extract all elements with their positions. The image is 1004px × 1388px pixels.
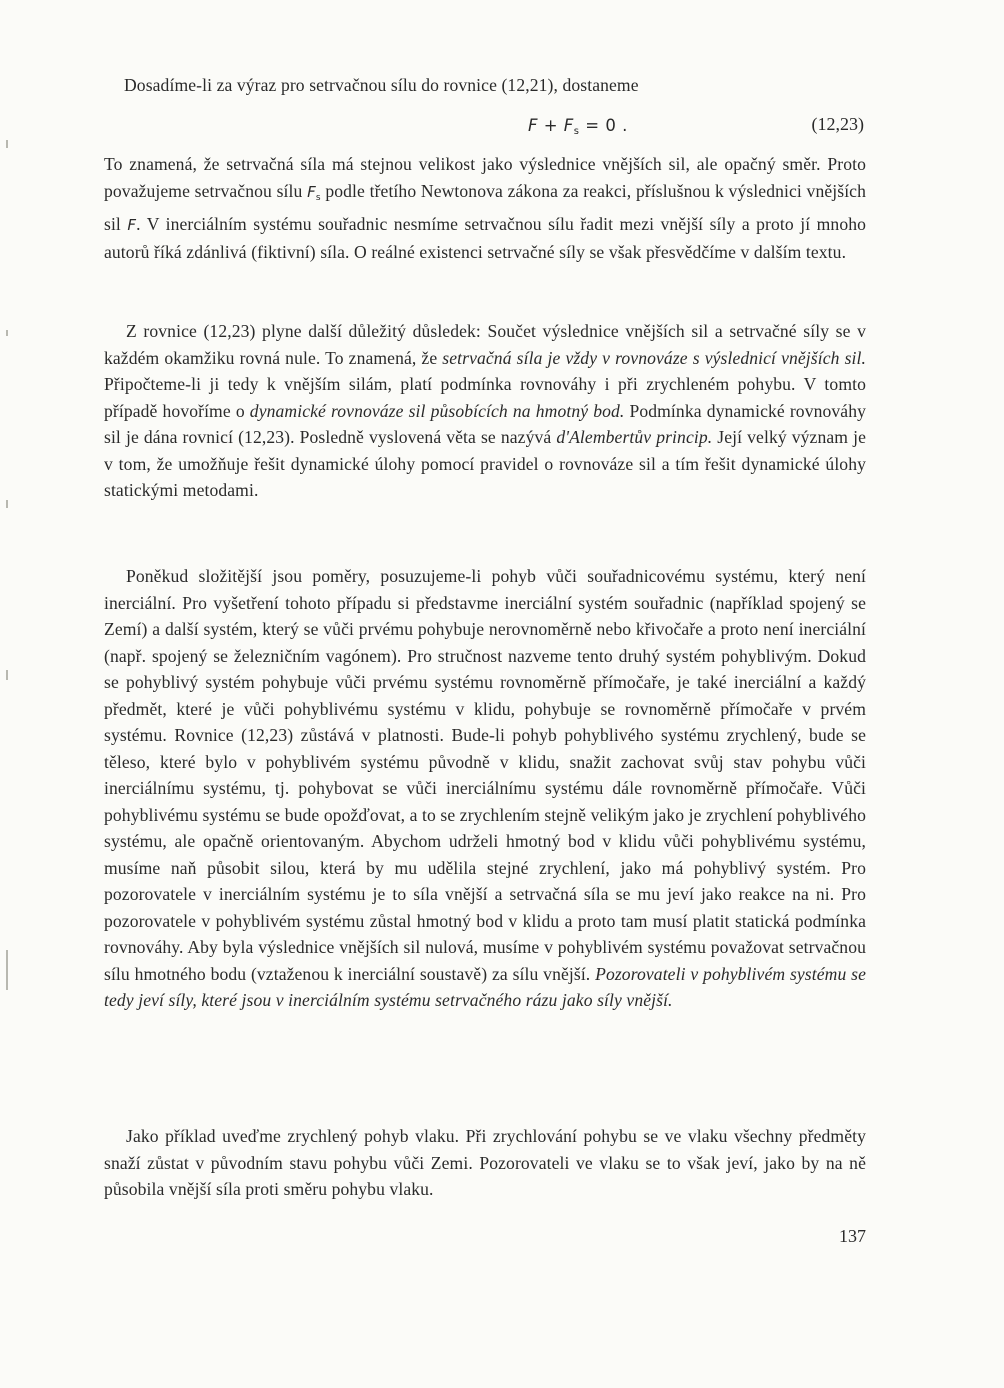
paragraph-1-text-a: To znamená, že setrvačná síla má stejnou velikost jako výslednice vnějších sil, ale opačný směr. Proto považujeme setrvačnou sílu (104, 154, 866, 201)
paragraph-3 (104, 563, 866, 1014)
equation-lhs: F + F (528, 116, 574, 135)
paragraph-2-emphasis-2: dynamické rovnováze sil působících na hmotný bod. (249, 400, 625, 421)
symbol-fs-subscript: s (315, 192, 321, 203)
paragraph-2-text-c: Podmínka dynamické rovnováhy sil je dána rovnicí (12,23). Posledně vyslovená věta se nazývá (104, 400, 866, 447)
margin-mark (6, 670, 8, 680)
page-number: 137 (839, 1226, 866, 1246)
paragraph-2-emphasis-3: d'Alembertův princip. (556, 427, 713, 447)
margin-mark (6, 500, 8, 508)
paragraph-4 (104, 1123, 866, 1203)
paragraph-4-text: Jako příklad uveďme zrychlený pohyb vlaku. Při zrychlování pohybu se ve vlaku všechny předměty snaží zůstat v původním stavu pohybu vůči Zemi. Pozorovateli ve vlaku se to však jeví, jako by na ně působila vnější síla proti směru pohybu vlaku. (104, 1126, 866, 1199)
equation-row (104, 114, 866, 144)
paragraph-2-text-d: Její velký význam je v tom, že umožňuje řešit dynamické úlohy pomocí pravidel o rovnováze sil a tím řešit dynamické úlohy statickými metodami. (104, 427, 866, 500)
equation-subscript: s (573, 126, 580, 137)
symbol-f: F (127, 216, 137, 234)
symbol-fs (307, 183, 321, 201)
paragraph-3-text-a: Poněkud složitější jsou poměry, posuzujeme-li pohyb vůči souřadnicovému systému, který není inerciální. Pro vyšetření tohoto případu si představme inerciální systém souřadnic (například spojený se Zemí) a další systém, který se vůči prvému pohybuje nerovnoměrně nebo křivočaře a proto není inerciální (např. spojený se železničním vagónem). Pro stručnost nazveme tento druhý systém pohyblivým. Dokud se pohyblivý systém pohybuje vůči prvému systému rovnoměrně přímočaře, je také inerciální a každý předmět, které je vůči pohyblivému systému v klidu, pohybuje se rovnoměrně přímočaře v prvém systému. Rovnice (12,23) zůstává v platnosti. Bude-li pohyb pohyblivého systému zrychlený, bude se těleso, které bylo v pohyblivém systému původně v klidu, snažit zachovat svůj stav pohybu vůči inerciálnímu systému, tj. pohybovat se vůči inerciálnímu systému dále rovnoměrně přímočaře. Vůči pohyblivému systému se bude opožďovat, a to se zrychlením stejně velikým jako je zrychlení pohyblivého systému, ale opačně orientovaným. Abychom udrželi hmotný bod v klidu vůči pohyblivému systému, musíme naň působit silou, která by mu udělila stejné zrychlení, jako má pohyblivý systém. Pro pozorovatele v inerciálním systému je to síla vnější a setrvačná síla se mu jeví jako reakce na ni. Pro pozorovatele v pohyblivém systému zůstal hmotný bod v klidu a proto tam musí platit statická podmínka rovnováhy. Aby byla výslednice vnějších sil nulová, musíme v pohyblivém systému považovat setrvačnou sílu hmotného bodu (vztaženou k inerciální soustavě) za sílu vnější. (104, 566, 866, 984)
paragraph-1-text-b: podle třetího Newtonova zákona za reakci, příslušnou k výslednici vnějších sil (104, 180, 866, 234)
equation-number: (12,23) (811, 114, 864, 134)
paragraph-2-emphasis-1: setrvačná síla je vždy v rovnováze s výslednicí vnějších sil. (442, 347, 867, 368)
paragraph-1 (104, 151, 866, 265)
equation (528, 116, 628, 137)
paragraph-2-text-a: Z rovnice (12,23) plyne další důležitý důsledek: Součet výslednice vnějších sil a setrvačné síly se v každém okamžiku rovná nule. To znamená, že (104, 321, 866, 368)
intro-line: Dosadíme-li za výraz pro setrvačnou sílu do rovnice (12,21), dostaneme (124, 75, 639, 95)
paragraph-2 (104, 318, 866, 504)
paragraph-1-text-c: . V inerciálním systému souřadnic nesmíme setrvačnou sílu řadit mezi vnější síly a proto jí mnoho autorů říká zdánlivá (fiktivní) síla. O reálné existenci setrvačné síly se však přesvědčíme v dalším textu. (104, 214, 867, 262)
symbol-fs-letter: F (307, 182, 316, 201)
margin-mark (6, 950, 8, 990)
paragraph-2-text-b: Připočteme-li ji tedy k vnějším silám, platí podmínka rovnováhy i při zrychleném pohybu. V tomto případě hovoříme o (104, 374, 866, 421)
margin-mark (6, 330, 8, 336)
margin-mark (6, 140, 8, 148)
equation-rhs: = 0 . (579, 116, 628, 135)
paragraph-3-emphasis: Pozorovateli v pohyblivém systému se tedy jeví síly, které jsou v inerciálním systému setrvačného rázu jako síly vnější. (104, 963, 866, 1010)
